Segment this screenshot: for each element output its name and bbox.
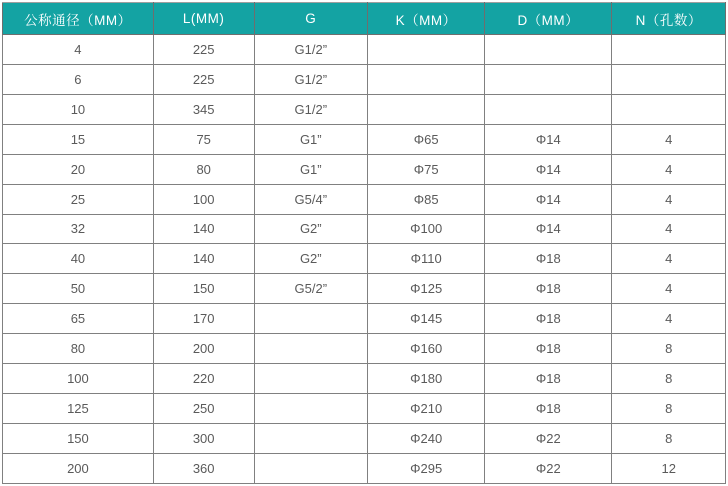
table-body: [3, 35, 726, 484]
table-cell: 140: [153, 214, 254, 244]
table-cell: Φ18: [485, 304, 612, 334]
table-cell: G1”: [254, 124, 368, 154]
table-cell: G5/2”: [254, 274, 368, 304]
table-cell: 125: [3, 394, 154, 424]
table-cell: Φ18: [485, 364, 612, 394]
table-cell: 8: [612, 423, 726, 453]
table-row: [3, 35, 726, 65]
table-cell: 100: [3, 364, 154, 394]
table-cell: 80: [153, 154, 254, 184]
table-cell: [612, 35, 726, 65]
table-cell: 360: [153, 453, 254, 483]
table-cell: 4: [612, 274, 726, 304]
table-cell: [254, 453, 368, 483]
table-cell: [368, 94, 485, 124]
table-cell: [612, 94, 726, 124]
table-cell: Φ14: [485, 124, 612, 154]
table-cell: G2”: [254, 244, 368, 274]
table-cell: G5/4”: [254, 184, 368, 214]
table-cell: [254, 423, 368, 453]
table-row: [3, 94, 726, 124]
table-cell: 40: [3, 244, 154, 274]
table-cell: Φ18: [485, 274, 612, 304]
table-row: [3, 64, 726, 94]
table-cell: 32: [3, 214, 154, 244]
table-header: [3, 3, 726, 35]
table-cell: 4: [3, 35, 154, 65]
table-cell: 4: [612, 124, 726, 154]
table-cell: [612, 64, 726, 94]
table-cell: 4: [612, 304, 726, 334]
table-cell: 170: [153, 304, 254, 334]
table-cell: [254, 304, 368, 334]
table-cell: 300: [153, 423, 254, 453]
table-row: [3, 394, 726, 424]
table-cell: 4: [612, 184, 726, 214]
table-cell: Φ22: [485, 423, 612, 453]
table-cell: G1/2”: [254, 35, 368, 65]
table-cell: 140: [153, 244, 254, 274]
table-cell: [254, 364, 368, 394]
table-cell: 100: [153, 184, 254, 214]
table-cell: 345: [153, 94, 254, 124]
table-cell: 15: [3, 124, 154, 154]
table-cell: 150: [3, 423, 154, 453]
column-header-d-mm: D（MM）: [485, 3, 612, 35]
table-cell: Φ180: [368, 364, 485, 394]
table-cell: Φ18: [485, 394, 612, 424]
table-cell: Φ18: [485, 334, 612, 364]
dimension-spec-table: [2, 2, 726, 484]
table-cell: 8: [612, 364, 726, 394]
column-header-nominal-diameter: 公称通径（MM）: [3, 3, 154, 35]
table-cell: Φ65: [368, 124, 485, 154]
column-header-n-holes: N（孔数）: [612, 3, 726, 35]
table-cell: Φ14: [485, 214, 612, 244]
table-cell: 12: [612, 453, 726, 483]
column-header-l-mm: L(MM): [153, 3, 254, 35]
table-cell: [485, 64, 612, 94]
table-cell: 8: [612, 334, 726, 364]
table-cell: 80: [3, 334, 154, 364]
table-cell: G1/2”: [254, 94, 368, 124]
table-row: [3, 184, 726, 214]
table-cell: Φ240: [368, 423, 485, 453]
table-cell: 4: [612, 214, 726, 244]
table-cell: [368, 35, 485, 65]
table-cell: Φ100: [368, 214, 485, 244]
table-cell: Φ18: [485, 244, 612, 274]
table-row: [3, 304, 726, 334]
column-header-g: G: [254, 3, 368, 35]
table-cell: [485, 94, 612, 124]
table-row: [3, 453, 726, 483]
table-cell: [485, 35, 612, 65]
header-row: [3, 3, 726, 35]
table-cell: 220: [153, 364, 254, 394]
table-cell: [254, 334, 368, 364]
table-cell: Φ110: [368, 244, 485, 274]
table-cell: [254, 394, 368, 424]
table-cell: 8: [612, 394, 726, 424]
table-row: [3, 244, 726, 274]
table-cell: 225: [153, 64, 254, 94]
table-cell: Φ14: [485, 154, 612, 184]
table-cell: 4: [612, 154, 726, 184]
table-cell: Φ75: [368, 154, 485, 184]
table-cell: Φ14: [485, 184, 612, 214]
table-cell: 225: [153, 35, 254, 65]
table-cell: Φ85: [368, 184, 485, 214]
table-cell: 20: [3, 154, 154, 184]
table-row: [3, 154, 726, 184]
table-cell: 150: [153, 274, 254, 304]
table-cell: 10: [3, 94, 154, 124]
table-cell: 50: [3, 274, 154, 304]
table-cell: 75: [153, 124, 254, 154]
table-cell: Φ22: [485, 453, 612, 483]
table-row: [3, 124, 726, 154]
table-cell: Φ295: [368, 453, 485, 483]
table-cell: 6: [3, 64, 154, 94]
table-cell: [368, 64, 485, 94]
table-row: [3, 214, 726, 244]
table-cell: 200: [3, 453, 154, 483]
table-cell: G1”: [254, 154, 368, 184]
table-cell: Φ160: [368, 334, 485, 364]
table-cell: G2”: [254, 214, 368, 244]
table-row: [3, 423, 726, 453]
table-row: [3, 334, 726, 364]
column-header-k-mm: K（MM）: [368, 3, 485, 35]
table-cell: 25: [3, 184, 154, 214]
table-cell: 65: [3, 304, 154, 334]
table-cell: G1/2”: [254, 64, 368, 94]
table-cell: 200: [153, 334, 254, 364]
table-cell: Φ210: [368, 394, 485, 424]
table-cell: 4: [612, 244, 726, 274]
table-cell: Φ125: [368, 274, 485, 304]
table-row: [3, 364, 726, 394]
table-cell: Φ145: [368, 304, 485, 334]
table-row: [3, 274, 726, 304]
table-cell: 250: [153, 394, 254, 424]
